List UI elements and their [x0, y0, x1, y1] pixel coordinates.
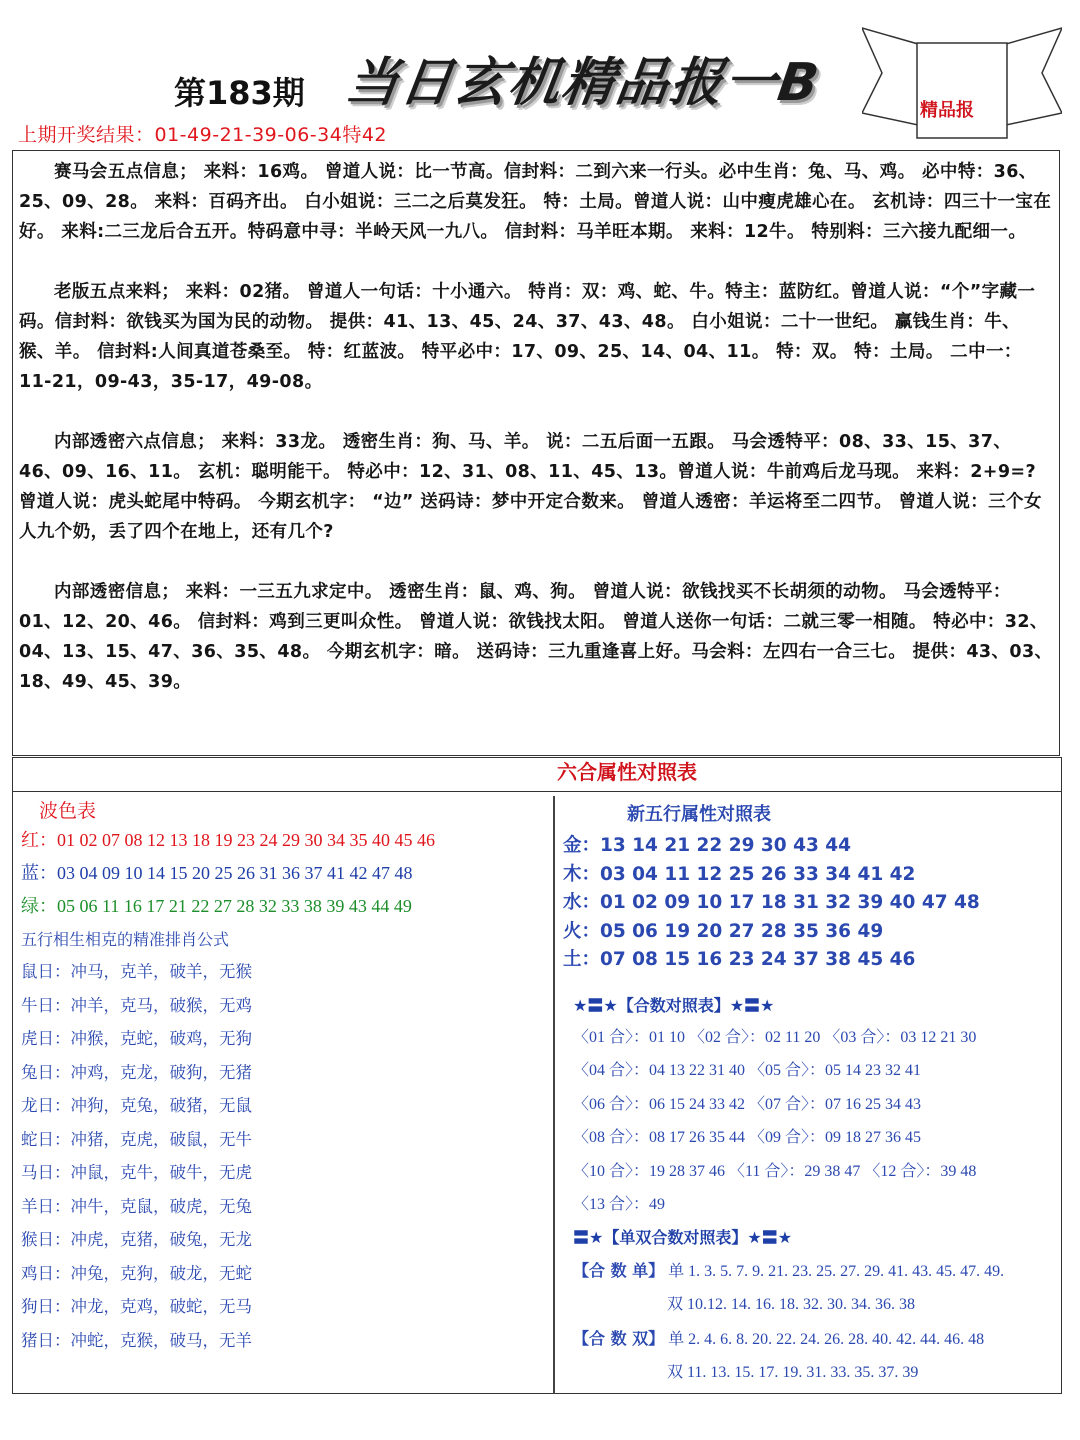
issue-number: 第183期 [174, 74, 305, 112]
wave-blue-row [21, 857, 546, 890]
formula-row: 牛日：冲羊，克马，破猴，无鸡 [21, 995, 252, 1015]
wuxing-row-water: 水：01 02 09 10 17 18 31 32 39 40 47 48 [563, 892, 980, 913]
wave-blue-numbers: 03 04 09 10 14 15 20 25 26 31 36 37 41 42 47 48 [57, 863, 413, 883]
wuxing-table-title: 新五行属性对照表 [627, 804, 771, 825]
danshuang-table-title: 〓★【单双合数对照表】★〓★ [573, 1227, 793, 1247]
formula-row: 鸡日：冲兔，克狗，破龙，无蛇 [21, 1263, 252, 1283]
danshuang-even-values-2: 双 11. 13. 15. 17. 19. 31. 33. 35. 37. 39 [667, 1364, 919, 1381]
formula-row: 猪日：冲蛇，克猴，破马，无羊 [21, 1330, 252, 1350]
section-title: 六合属性对照表 [13, 758, 1061, 792]
wave-green-label: 绿： [21, 896, 57, 917]
info-panel [12, 150, 1060, 756]
formula-row: 蛇日：冲猪，克虎，破鼠，无牛 [21, 1129, 252, 1149]
danshuang-even-label: 【合 数 双】 [573, 1328, 665, 1348]
info-paragraph-2: 老版五点来料； 来料：02猪。 曾道人一句话：十小通六。 特肖：双：鸡、蛇、牛。特主：蓝防红。曾道人说：“个”字藏一码。信封料：欲钱买为国为民的动物。 提供：41、13、45、24、37、43、48。 白小姐说：二十一世纪。 赢钱生肖：牛、猴、羊。 信封料:人间真道苍桑至。 特：红蓝波。 特平必中：17、09、25、14、04、11。 特：双。 特：土局。 二中一：11-21，09-43，35-17，49-08。 [19, 282, 1036, 392]
wave-red-row [21, 824, 546, 857]
wave-table-title: 波色表 [39, 800, 97, 822]
formula-row: 兔日：冲鸡，克龙，破狗，无猪 [21, 1062, 252, 1082]
info-paragraph-4: 内部透密信息； 来料：一三五九求定中。 透密生肖：鼠、鸡、狗。 曾道人说：欲钱找买不长胡须的动物。 马会透特平：01、12、20、46。 信封料：鸡到三更叫众性。 曾道人说：欲钱找太阳。 曾道人送你一句话：二就三零一相随。 特必中：32、04、13、15、47、36、35、48。 今期玄机字：暗。 送码诗：三九重逢喜上好。马会料：左四右一合三七。 提供：43、03、18、49、45、39。 [19, 582, 1053, 692]
wave-red-numbers: 01 02 07 08 12 13 18 19 23 24 29 30 34 35 40 45 46 [57, 830, 435, 850]
danshuang-odd-label: 【合 数 单】 [573, 1260, 665, 1280]
last-draw-result: 上期开奖结果：01-49-21-39-06-34特42 [18, 124, 388, 146]
wave-blue-label: 蓝： [21, 863, 57, 884]
heshu-row: 〈08 合〉：08 17 26 35 44 〈09 合〉：09 18 27 36 45 [573, 1129, 922, 1146]
right-column [563, 798, 1058, 1390]
column-divider [553, 796, 555, 1394]
info-paragraph-3: 内部透密六点信息； 来料：33龙。 透密生肖：狗、马、羊。 说：二五后面一五跟。 马会透特平：08、33、15、37、46、09、16、11。 玄机：聪明能干。 特必中：12、31、08、11、45、13。曾道人说：牛前鸡后龙马现。 来料：2+9=? 曾道人说：虎头蛇尾中特码。 今期玄机字： “边” 送码诗：梦中开定合数来。 曾道人透密：羊运将至二四节。 曾道人说：三个女人九个奶，丢了四个在地上，还有几个? [19, 432, 1042, 542]
wuxing-row-wood: 木：03 04 11 12 25 26 33 34 41 42 [563, 863, 916, 885]
heshu-row: 〈13 合〉：49 [573, 1196, 666, 1213]
formula-row: 马日：冲鼠，克牛，破牛，无虎 [21, 1163, 252, 1182]
formula-row: 狗日：冲龙，克鸡，破蛇，无马 [21, 1297, 252, 1316]
wuxing-row-gold: 金：13 14 21 22 29 30 43 44 [563, 835, 852, 856]
wave-green-numbers: 05 06 11 16 17 21 22 27 28 32 33 38 39 43 44 49 [57, 896, 412, 916]
attribute-table-section [12, 757, 1062, 1394]
formula-row: 鼠日：冲马，克羊，破羊，无猴 [21, 962, 252, 981]
heshu-row: 〈06 合〉：06 15 24 33 42 〈07 合〉：07 16 25 34 43 [573, 1095, 922, 1113]
wave-red-label: 红： [21, 830, 57, 851]
formula-row: 羊日：冲牛，克鼠，破虎，无兔 [21, 1196, 252, 1216]
danshuang-odd-values-1: 单 1. 3. 5. 7. 9. 21. 23. 25. 27. 29. 41. 43. 45. 47. 49. [668, 1262, 1005, 1280]
danshuang-even-row [573, 1322, 1058, 1357]
danshuang-even-values-1: 单 2. 4. 6. 8. 20. 22. 24. 26. 28. 40. 42. 44. 46. 48 [668, 1330, 985, 1348]
heshu-row: 〈01 合〉：01 10 〈02 合〉：02 11 20 〈03 合〉：03 12 21 30 [573, 1028, 977, 1046]
header [12, 18, 1062, 150]
heshu-row: 〈04 合〉：04 13 22 31 40 〈05 合〉：05 14 23 32 41 [573, 1062, 922, 1079]
banner-title: 当日玄机精品报一B [342, 53, 825, 113]
formula-row: 虎日：冲猴，克蛇，破鸡，无狗 [21, 1029, 252, 1048]
info-paragraph-1: 赛马会五点信息； 来料：16鸡。 曾道人说：比一节高。信封料：二到六来一行头。必中生肖：兔、马、鸡。 必中特：36、25、09、28。 来料：百码齐出。 白小姐说：三二之后莫发狂。 特：土局。曾道人说：山中瘦虎雄心在。 玄机诗：四三十一宝在好。 来料:二三龙后合五开。特码意中寻：半岭天风一九八。 信封料：马羊旺本期。 来料：12牛。 特别料：三六接九配细一。 [19, 162, 1052, 242]
danshuang-odd-values-2: 双 10.12. 14. 16. 18. 32. 30. 34. 36. 38 [667, 1296, 916, 1313]
formula-row: 猴日：冲虎，克猪，破兔，无龙 [21, 1230, 252, 1249]
heshu-row: 〈10 合〉：19 28 37 46 〈11 合〉：29 38 47 〈12 合〉：39 48 [573, 1162, 977, 1180]
wuxing-row-earth: 土：07 08 15 16 23 24 37 38 45 46 [563, 949, 916, 970]
formula-title: 五行相生相克的精准排肖公式 [21, 930, 230, 949]
wuxing-row-fire: 火：05 06 19 20 27 28 35 36 49 [563, 920, 884, 942]
left-column [21, 798, 546, 1357]
wave-green-row [21, 890, 546, 923]
formula-row: 龙日：冲狗，克兔，破猪，无鼠 [21, 1096, 252, 1115]
badge-label: 精品报 [920, 100, 974, 121]
heshu-table-title: ★〓★【合数对照表】★〓★ [573, 995, 775, 1015]
danshuang-odd-row [573, 1254, 1058, 1289]
ribbon-badge-graphic [862, 18, 1062, 153]
